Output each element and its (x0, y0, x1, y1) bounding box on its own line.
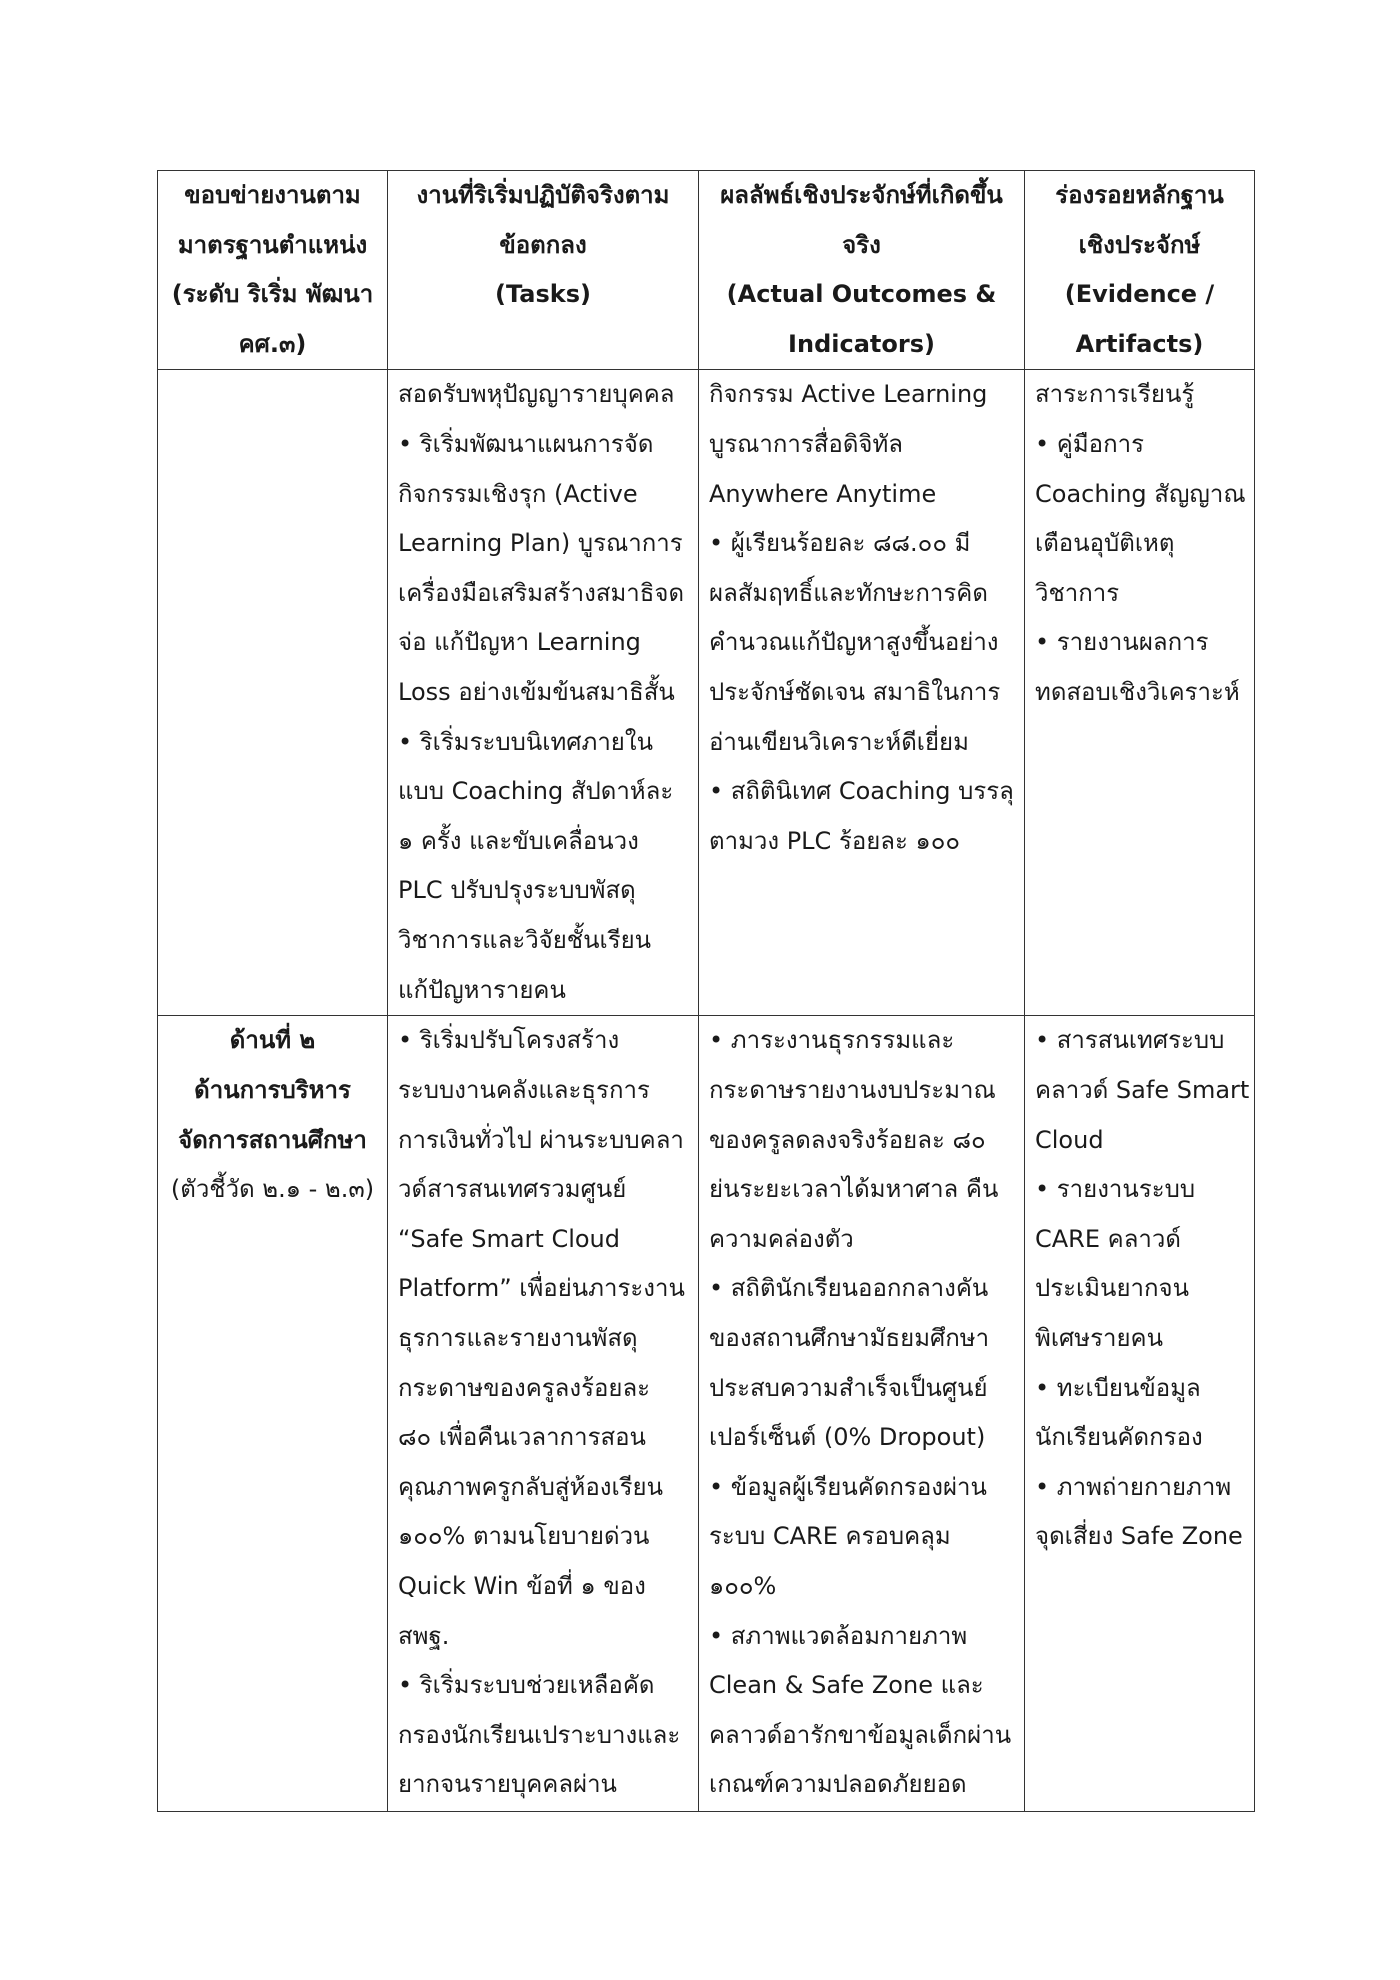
cell-line: CARE คลาวด์ (1035, 1224, 1181, 1253)
cell-line: ยากจนรายบุคคลผ่าน (398, 1770, 617, 1799)
cell-line: ประเมินยากจน (1035, 1274, 1189, 1303)
cell-line: ของสถานศึกษามัธยมศึกษา (709, 1323, 990, 1352)
cell-line: ย่นระยะเวลาได้มหาศาล คืน (709, 1175, 999, 1204)
cell-line: (Evidence / (1064, 280, 1215, 309)
cell-area (158, 1016, 388, 1812)
cell-line: ผลสัมฤทธิ์และทักษะการคิด (709, 578, 988, 607)
cell-line: ๑ ครั้ง และขับเคลื่อนวง (398, 826, 639, 855)
cell-line: วิชาการ (1035, 578, 1120, 607)
cell-line: พิเศษรายคน (1035, 1323, 1163, 1352)
cell-line: • ริเริ่มปรับโครงสร้าง (398, 1026, 620, 1055)
cell-line: • ทะเบียนข้อมูล (1035, 1373, 1201, 1402)
cell-line: • ภาพถ่ายกายภาพ (1035, 1472, 1232, 1501)
cell-line: • ภาระงานธุรกรรมและ (709, 1026, 955, 1055)
cell-line: (ตัวชี้วัด ๒.๑ - ๒.๓) (170, 1175, 375, 1204)
cell-line: • ริเริ่มระบบช่วยเหลือคัด (398, 1671, 655, 1700)
cell-line: ขอบข่ายงานตาม (184, 181, 361, 209)
cell-line: • สถิตินักเรียนออกกลางคัน (709, 1274, 989, 1303)
cell-line: ผลลัพธ์เชิงประจักษ์ที่เกิดขึ้น (720, 181, 1003, 209)
header-tasks (388, 171, 699, 370)
table-row (158, 370, 1255, 1016)
cell-line: ประสบความสำเร็จเป็นศูนย์ (709, 1373, 988, 1402)
cell-outcomes (699, 1016, 1025, 1812)
cell-line: • ผู้เรียนร้อยละ ๘๘.๐๐ มี (709, 529, 971, 558)
cell-line: ทดสอบเชิงวิเคราะห์ (1035, 677, 1240, 706)
cell-line: • ริเริ่มพัฒนาแผนการจัด (398, 429, 654, 458)
cell-line: ๑๐๐% (709, 1571, 777, 1600)
cell-line: ระบบ CARE ครอบคลุม (709, 1522, 951, 1551)
cell-line: Platform” เพื่อย่นภาระงาน (398, 1274, 685, 1303)
cell-line: สพฐ. (398, 1621, 450, 1650)
cell-line: คลาวด์อารักขาข้อมูลเด็กผ่าน (709, 1720, 1012, 1749)
cell-line: ธุรการและรายงานพัสดุ (398, 1323, 638, 1352)
cell-line: Anywhere Anytime (709, 479, 937, 508)
cell-line: งานที่ริเริ่มปฏิบัติจริงตาม (416, 181, 670, 209)
cell-line: แก้ปัญหารายคน (398, 975, 566, 1004)
cell-evidence (1025, 1016, 1255, 1812)
cell-line: • สถิตินิเทศ Coaching บรรลุ (709, 777, 1014, 806)
header-outcomes (699, 171, 1025, 370)
cell-line: จ่อ แก้ปัญหา Learning (398, 628, 641, 657)
cell-line: เครื่องมือเสริมสร้างสมาธิจด (398, 578, 685, 607)
cell-line: วด์สารสนเทศรวมศูนย์ (398, 1175, 627, 1204)
cell-line: กรองนักเรียนเปราะบางและ (398, 1720, 681, 1749)
cell-line: (ระดับ ริเริ่ม พัฒนา (171, 280, 374, 309)
cell-line: Artifacts) (1075, 329, 1204, 358)
cell-line: “Safe Smart Cloud (398, 1224, 620, 1253)
cell-line: ๑๐๐% ตามนโยบายด่วน (398, 1522, 650, 1551)
cell-line: ด้านที่ ๒ (229, 1026, 316, 1055)
cell-line: กิจกรรมเชิงรุก (Active (398, 479, 638, 508)
cell-tasks (388, 370, 699, 1016)
cell-line: นักเรียนคัดกรอง (1035, 1423, 1203, 1452)
cell-line: กระดาษของครูลงร้อยละ (398, 1373, 651, 1402)
cell-evidence (1025, 370, 1255, 1016)
cell-line: ด้านการบริหาร (194, 1075, 351, 1104)
performance-agreement-table (157, 170, 1255, 1812)
cell-line: ตามวง PLC ร้อยละ ๑๐๐ (709, 826, 961, 855)
header-scope (158, 171, 388, 370)
cell-line: ข้อตกลง (499, 230, 587, 259)
cell-line: วิชาการและวิจัยชั้นเรียน (398, 925, 652, 954)
cell-line: (Tasks) (495, 280, 591, 309)
cell-area (158, 370, 388, 1016)
cell-line: เปอร์เซ็นต์ (0% Dropout) (709, 1423, 986, 1452)
cell-line: กิจกรรม Active Learning (709, 380, 988, 409)
cell-line: Learning Plan) บูรณาการ (398, 529, 683, 558)
cell-line: คลาวด์ Safe Smart (1035, 1075, 1250, 1104)
cell-line: Cloud (1035, 1125, 1104, 1154)
cell-line: • รายงานระบบ (1035, 1175, 1196, 1204)
cell-line: • สภาพแวดล้อมกายภาพ (709, 1621, 968, 1650)
cell-line: • สารสนเทศระบบ (1035, 1026, 1225, 1055)
cell-line: Quick Win ข้อที่ ๑ ของ (398, 1571, 646, 1600)
cell-line: ๘๐ เพื่อคืนเวลาการสอน (398, 1423, 646, 1452)
cell-line: Loss อย่างเข้มข้นสมาธิสั้น (398, 677, 675, 706)
cell-line: คุณภาพครูกลับสู่ห้องเรียน (398, 1472, 664, 1501)
cell-line: การเงินทั่วไป ผ่านระบบคลา (398, 1125, 684, 1154)
cell-line: เชิงประจักษ์ (1078, 230, 1201, 259)
cell-line: ความคล่องตัว (709, 1224, 854, 1253)
cell-line: คำนวณแก้ปัญหาสูงขึ้นอย่าง (709, 628, 999, 657)
header-evidence (1025, 171, 1255, 370)
cell-line: จริง (842, 230, 881, 259)
cell-line: จุดเสี่ยง Safe Zone (1035, 1522, 1243, 1551)
cell-line: บูรณาการสื่อดิจิทัล (709, 429, 904, 458)
cell-line: คศ.๓) (238, 329, 307, 358)
cell-line: • รายงานผลการ (1035, 628, 1209, 657)
table-header-row (158, 171, 1255, 370)
cell-line: เตือนอุบัติเหตุ (1035, 529, 1175, 558)
cell-line: ระบบงานคลังและธุรการ (398, 1075, 650, 1104)
cell-line: จัดการสถานศึกษา (178, 1125, 367, 1154)
cell-outcomes (699, 370, 1025, 1016)
cell-line: Indicators) (788, 329, 935, 358)
cell-line: • คู่มือการ (1035, 429, 1144, 458)
table-row (158, 1016, 1255, 1812)
cell-line: แบบ Coaching สัปดาห์ละ (398, 777, 674, 806)
cell-line: มาตรฐานตำแหน่ง (177, 230, 368, 259)
cell-line: ของครูลดลงจริงร้อยละ ๘๐ (709, 1125, 986, 1154)
cell-line: ร่องรอยหลักฐาน (1055, 181, 1224, 209)
cell-line: PLC ปรับปรุงระบบพัสดุ (398, 876, 636, 905)
cell-line: (Actual Outcomes & (726, 280, 997, 309)
cell-line: สาระการเรียนรู้ (1035, 380, 1195, 409)
cell-line: Coaching สัญญาณ (1035, 479, 1246, 508)
cell-line: อ่านเขียนวิเคราะห์ดีเยี่ยม (709, 727, 969, 756)
cell-line: • ริเริ่มระบบนิเทศภายใน (398, 727, 653, 756)
cell-line: เกณฑ์ความปลอดภัยยอด (709, 1770, 967, 1799)
cell-line: Clean & Safe Zone และ (709, 1671, 984, 1700)
cell-tasks (388, 1016, 699, 1812)
cell-line: ประจักษ์ชัดเจน สมาธิในการ (709, 677, 1001, 706)
cell-line: • ข้อมูลผู้เรียนคัดกรองผ่าน (709, 1472, 987, 1501)
cell-line: สอดรับพหุปัญญารายบุคคล (398, 380, 675, 409)
cell-line: กระดาษรายงานงบประมาณ (709, 1075, 996, 1104)
